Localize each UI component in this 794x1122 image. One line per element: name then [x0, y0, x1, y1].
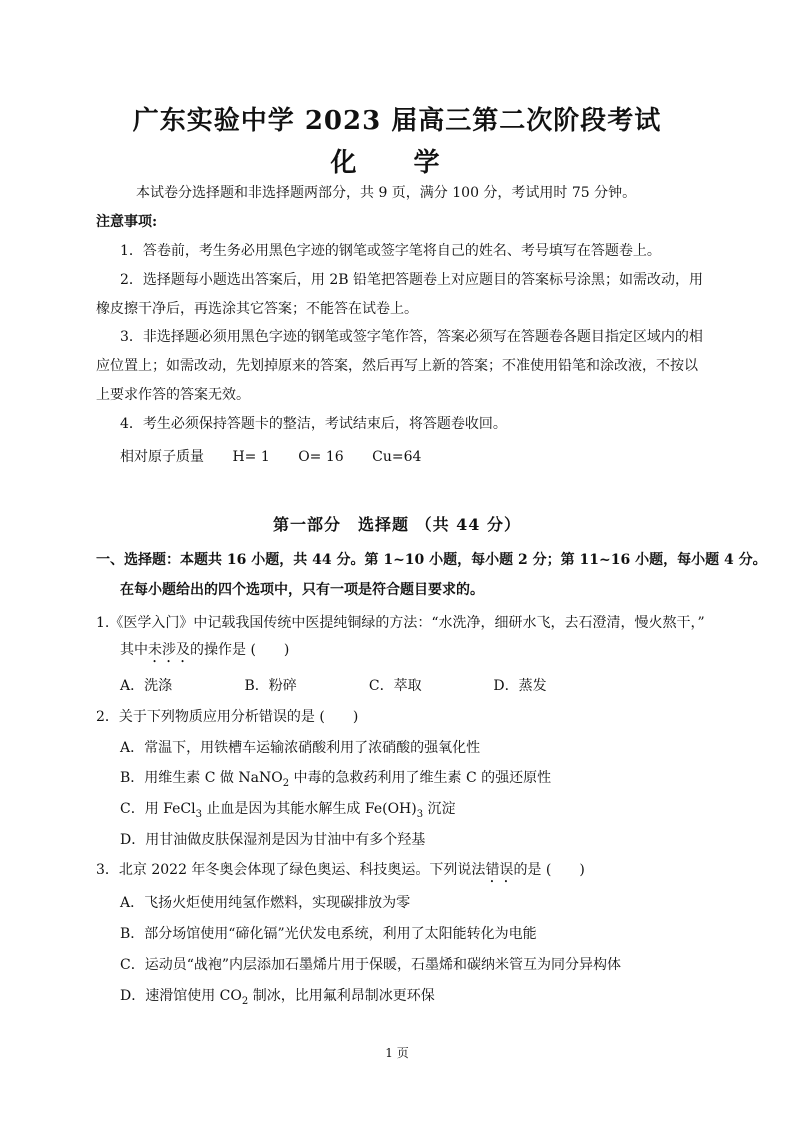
q2-option-c-sub2: 3: [416, 808, 424, 820]
q1-option-d: D．蒸发: [493, 678, 547, 694]
q3-option-d-sub: 2: [241, 995, 249, 1007]
subject-title: 化 学: [330, 148, 464, 178]
exam-intro: 本试卷分选择题和非选择题两部分，共 9 页，满分 100 分，考试用时 75 分钟。: [136, 185, 637, 201]
q1-options: [120, 676, 613, 696]
notice-item-3a: 3．非选择题必须用黑色字迹的钢笔或签字笔作答，答案必须写在答题卷各题目指定区域内的相: [120, 329, 703, 345]
atomic-mass-h: H= 1: [232, 449, 270, 465]
q2-option-c-mid: 止血是因为其能水解生成 Fe(OH): [201, 801, 417, 817]
q1-option-c: C．萃取: [368, 678, 422, 694]
q1-option-b: B．粉碎: [244, 678, 297, 694]
q2-option-d: D．用甘油做皮肤保湿剂是因为甘油中有多个羟基: [120, 832, 426, 848]
q2-stem: 2．关于下列物质应用分析错误的是 ( ): [96, 709, 359, 725]
q2-option-a: A．常温下，用铁槽车运输浓硝酸利用了浓硝酸的强氧化性: [120, 740, 481, 756]
q3-stem: [96, 860, 585, 886]
q3-option-d-pre: D．速滑馆使用 CO: [120, 988, 242, 1004]
atomic-mass-cu: Cu=64: [372, 449, 422, 465]
notice-heading: 注意事项:: [96, 214, 158, 230]
q2-option-b-sub: 2: [282, 777, 290, 789]
section-instructions-a: 一、选择题：本题共 16 小题，共 44 分。第 1~10 小题，每小题 2 分；第 11~16 小题，每小题 4 分。: [96, 552, 767, 568]
q3-emphasis: 错误: [485, 862, 514, 878]
notice-item-2b: 橡皮擦干净后，再选涂其它答案；不能答在试卷上。: [96, 301, 418, 317]
q2-option-c-pre: C．用 FeCl: [120, 801, 196, 817]
q1-stem-b-post: 的操作是 ( ): [190, 642, 290, 658]
q3-option-d: [120, 986, 435, 1012]
notice-item-3c: 上要求作答的答案无效。: [96, 387, 250, 403]
q2-option-c: [120, 799, 456, 825]
q2-option-c-post: 沉淀: [423, 801, 456, 817]
atomic-mass-line: [120, 447, 445, 467]
notice-item-3b: 应位置上；如需改动，先划掉原来的答案，然后再写上新的答案；不准使用铅笔和涂改液，不按以: [96, 358, 698, 374]
q2-option-b-pre: B．用维生素 C 做 NaNO: [120, 770, 283, 786]
q1-option-a: A．洗涤: [120, 678, 173, 694]
notice-item-1: 1．答卷前，考生务必用黑色字迹的钢笔或签字笔将自己的姓名、考号填写在答题卷上。: [120, 243, 661, 259]
q3-stem-pre: 3．北京 2022 年冬奥会体现了绿色奥运、科技奥运。下列说法: [96, 862, 486, 878]
atomic-mass-label: 相对原子质量: [120, 449, 204, 465]
q2-option-b-post: 中毒的急救药利用了维生素 C 的强还原性: [289, 770, 552, 786]
q3-option-b: B．部分场馆使用“碲化镉”光伏发电系统，利用了太阳能转化为电能: [120, 926, 537, 942]
part1-title: 第一部分 选择题 （共 44 分）: [273, 515, 521, 534]
page-number: 1 页: [385, 1046, 409, 1060]
q3-option-d-post: 制冰，比用氟利昂制冰更环保: [248, 988, 435, 1004]
q1-stem-b: [120, 640, 289, 666]
q1-stem-b-pre: 其中: [120, 642, 148, 658]
q2-option-b: [120, 768, 551, 794]
q1-stem-a: 1.《医学入门》中记载我国传统中医提纯铜绿的方法：“水洗净，细研水飞，去石澄清，慢火熬干，”: [96, 615, 705, 631]
q3-option-a: A．飞扬火炬使用纯氢作燃料，实现碳排放为零: [120, 895, 411, 911]
exam-title: 广东实验中学 2023 届高三第二次阶段考试: [132, 106, 662, 136]
notice-item-4: 4．考生必须保持答题卡的整洁，考试结束后，将答题卷收回。: [120, 416, 507, 432]
section-instructions-b: 在每小题给出的四个选项中，只有一项是符合题目要求的。: [120, 582, 484, 598]
notice-item-2a: 2．选择题每小题选出答案后，用 2B 铅笔把答题卷上对应题目的答案标号涂黑；如需改动，用: [120, 272, 704, 288]
atomic-mass-o: O= 16: [298, 449, 344, 465]
q2-option-c-sub1: 3: [195, 808, 202, 820]
q3-stem-post: 的是 ( ): [513, 862, 585, 878]
q1-emphasis: 未涉及: [148, 642, 190, 658]
q3-option-c: C．运动员“战袍”内层添加石墨烯片用于保暖，石墨烯和碳纳米管互为同分异构体: [120, 957, 622, 973]
